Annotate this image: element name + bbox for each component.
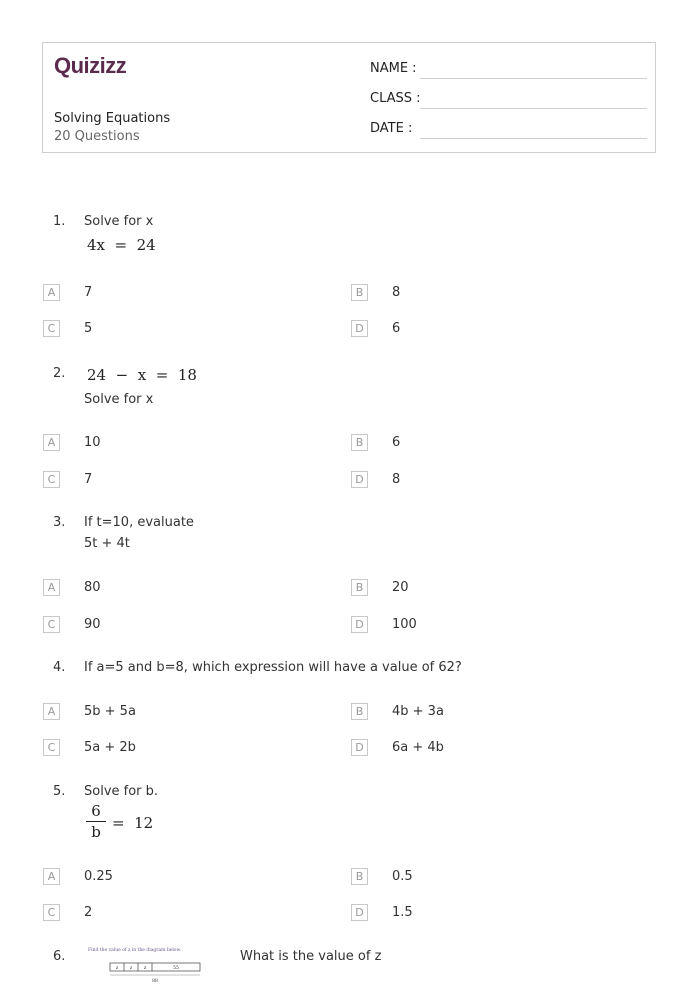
option-letter: A [43, 579, 60, 596]
option-text: 5 [84, 321, 93, 336]
segment-label: 55 [173, 966, 179, 971]
option-text: 1.5 [392, 905, 413, 920]
option-text: 6 [392, 435, 401, 450]
option-letter: D [351, 616, 368, 633]
option-letter: D [351, 739, 368, 756]
option-letter: B [351, 868, 368, 885]
question-text: Solve for x [84, 392, 154, 407]
date-line [420, 138, 647, 139]
option-letter: D [351, 320, 368, 337]
segment-label: z [115, 966, 119, 971]
diagram-caption: Find the value of z in the diagram below. [88, 948, 182, 953]
option-letter: C [43, 471, 60, 488]
option-letter: D [351, 471, 368, 488]
option-text: 5b + 5a [84, 704, 136, 719]
option-text: 8 [392, 472, 401, 487]
segment-label: z [143, 966, 147, 971]
question-equation: 24 − x = 18 [87, 366, 197, 384]
class-label: CLASS : [370, 91, 421, 106]
fraction-bar [86, 821, 106, 822]
option-letter: A [43, 284, 60, 301]
worksheet-header [42, 42, 656, 153]
option-letter: C [43, 320, 60, 337]
segment-label: z [129, 966, 133, 971]
option-text: 7 [84, 472, 93, 487]
worksheet-title: Solving Equations [54, 111, 171, 126]
question-text: Solve for x [84, 214, 154, 229]
option-text: 80 [84, 580, 101, 595]
date-label: DATE : [370, 121, 413, 136]
option-text: 8 [392, 285, 401, 300]
question-number: 1. [53, 214, 66, 229]
option-letter: B [351, 579, 368, 596]
question-text: If a=5 and b=8, which expression will have a value of 62? [84, 660, 462, 675]
question-text: Solve for b. [84, 784, 159, 799]
equation-rhs: = 12 [112, 814, 154, 832]
option-text: 0.5 [392, 869, 413, 884]
option-letter: B [351, 434, 368, 451]
option-text: 0.25 [84, 869, 113, 884]
option-text: 6 [392, 321, 401, 336]
question-number: 2. [53, 366, 66, 381]
option-letter: B [351, 703, 368, 720]
option-text: 20 [392, 580, 409, 595]
option-letter: A [43, 434, 60, 451]
question-count: 20 Questions [54, 129, 140, 144]
quizizz-logo: Quizizz [54, 53, 127, 78]
question-number: 3. [53, 515, 66, 530]
total-label: 88 [152, 979, 158, 984]
fraction-numerator: 6 [91, 802, 101, 820]
option-letter: A [43, 703, 60, 720]
question-equation: 4x = 24 [87, 236, 156, 254]
fraction [86, 802, 106, 841]
name-line [420, 78, 647, 79]
option-letter: C [43, 739, 60, 756]
name-label: NAME : [370, 61, 417, 76]
option-letter: C [43, 904, 60, 921]
option-text: 90 [84, 617, 101, 632]
fraction-denominator: b [91, 823, 101, 841]
option-text: 100 [392, 617, 417, 632]
question-number: 5. [53, 784, 66, 799]
option-letter: D [351, 904, 368, 921]
question-text: If t=10, evaluate [84, 515, 194, 530]
question-number: 6. [53, 949, 66, 964]
option-text: 5a + 2b [84, 740, 136, 755]
option-text: 6a + 4b [392, 740, 444, 755]
option-text: 7 [84, 285, 93, 300]
question-text: What is the value of z [240, 949, 382, 964]
segment-diagram [86, 945, 206, 985]
option-letter: B [351, 284, 368, 301]
option-letter: A [43, 868, 60, 885]
option-text: 10 [84, 435, 101, 450]
option-text: 4b + 3a [392, 704, 444, 719]
question-expression: 5t + 4t [84, 536, 130, 551]
option-text: 2 [84, 905, 93, 920]
class-line [420, 108, 647, 109]
diagram-bar [110, 963, 200, 971]
option-letter: C [43, 616, 60, 633]
question-number: 4. [53, 660, 66, 675]
